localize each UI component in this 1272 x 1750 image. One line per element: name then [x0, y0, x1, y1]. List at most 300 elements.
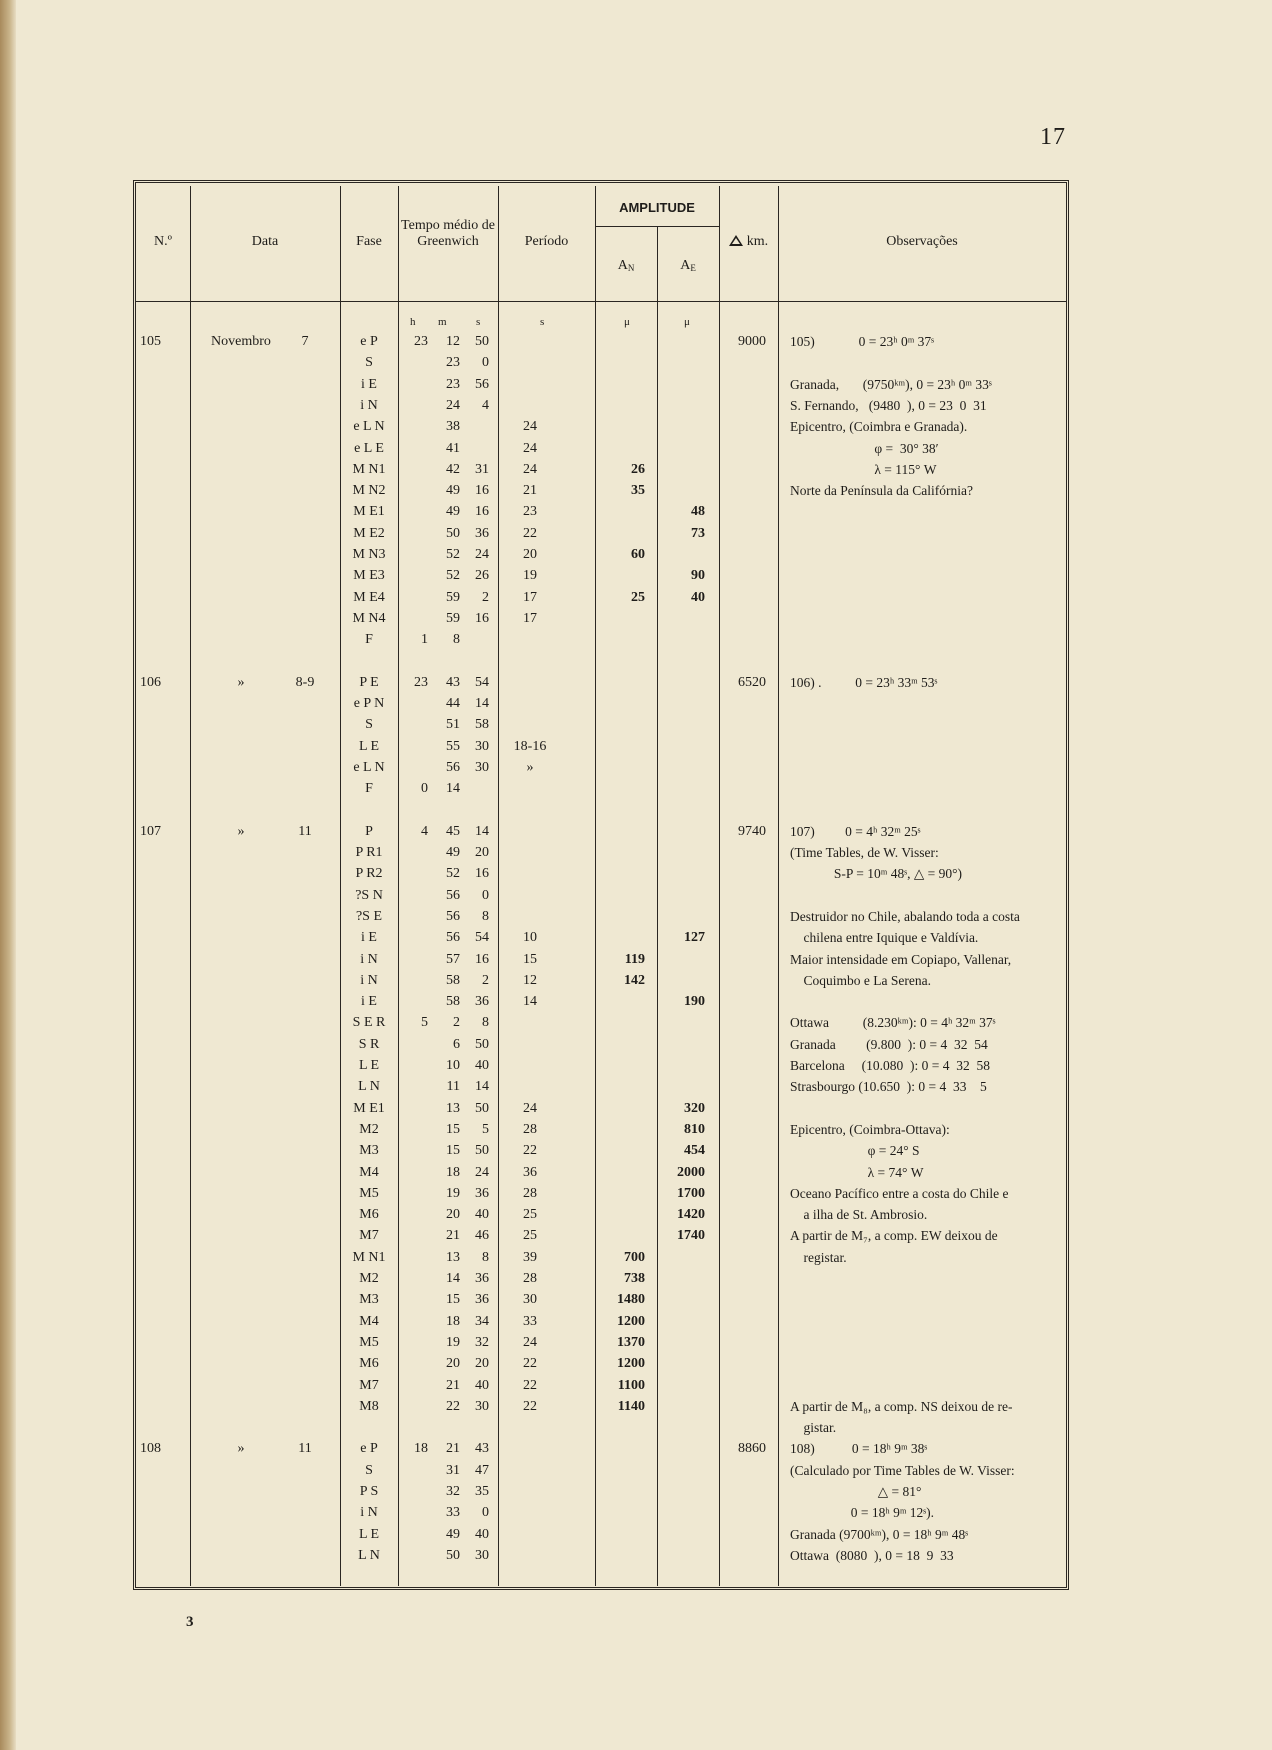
amplitude-e: 1700 — [677, 1185, 705, 1201]
column-divider — [498, 186, 499, 1586]
observation-line: Strasbourgo (10.650 ): 0 = 4 33 5 — [790, 1079, 987, 1095]
phase-code: L N — [358, 1079, 380, 1095]
amplitude-e: 40 — [691, 589, 705, 605]
entry-number: 105 — [140, 334, 161, 349]
time-seconds: 36 — [475, 994, 489, 1010]
amplitude-e: 190 — [684, 994, 705, 1010]
phase-code: M4 — [359, 1164, 379, 1180]
time-minutes: 43 — [446, 674, 460, 690]
phase-code: M6 — [359, 1207, 379, 1223]
time-minutes: 21 — [446, 1228, 460, 1244]
amplitude-n: 1480 — [617, 1292, 645, 1308]
period-value: 33 — [523, 1313, 537, 1329]
time-seconds: 30 — [475, 738, 489, 754]
phase-code: M8 — [359, 1398, 379, 1414]
time-minutes: 55 — [446, 738, 460, 754]
observation-line: Maior intensidade em Copiapo, Vallenar, — [790, 951, 1012, 967]
phase-code: S — [365, 1462, 373, 1478]
distance-km: 9000 — [738, 334, 766, 349]
time-minutes: 56 — [446, 759, 460, 775]
time-seconds: 20 — [475, 845, 489, 860]
distance-km: 6520 — [738, 674, 766, 690]
time-seconds: 14 — [475, 696, 489, 711]
header-observations: Observações — [886, 234, 958, 249]
observation-line: λ = 74° W — [790, 1164, 924, 1180]
phase-code: M7 — [359, 1377, 379, 1393]
phase-code: P — [365, 823, 373, 839]
time-seconds: 16 — [475, 483, 489, 499]
phase-code: L E — [358, 1526, 380, 1542]
period-value: 25 — [523, 1228, 537, 1244]
column-divider — [398, 186, 399, 1586]
entry-day: 7 — [301, 334, 309, 349]
phase-code: i N — [360, 972, 378, 988]
observation-line: 108) 0 = 18ʰ 9ᵐ 38ˢ — [790, 1441, 928, 1457]
phase-code: S E R — [352, 1015, 386, 1031]
phase-code: ?S N — [355, 887, 383, 903]
amplitude-n: 738 — [624, 1271, 645, 1286]
amplitude-e: 320 — [684, 1100, 705, 1116]
time-seconds: 4 — [482, 397, 489, 413]
entry-month: » — [237, 1441, 245, 1457]
period-value: 22 — [523, 1398, 537, 1414]
time-seconds: 40 — [475, 1526, 489, 1542]
amplitude-n: 119 — [624, 951, 645, 967]
time-minutes: 58 — [446, 972, 460, 988]
amplitude-e: 2000 — [677, 1164, 705, 1180]
observation-line: Ottawa (8080 ), 0 = 18 9 33 — [790, 1547, 954, 1563]
phase-code: i N — [360, 951, 378, 967]
entry-number: 107 — [140, 823, 161, 839]
period-value: 28 — [523, 1271, 537, 1286]
phase-code: M E1 — [353, 504, 385, 520]
amplitude-e: 90 — [691, 568, 705, 584]
phase-code: M3 — [359, 1292, 379, 1308]
time-minutes: 15 — [446, 1292, 460, 1308]
period-value: 21 — [523, 483, 537, 499]
period-value: 39 — [523, 1249, 537, 1265]
observation-line: Oceano Pacífico entre a costa do Chile e — [790, 1185, 1009, 1201]
phase-code: M4 — [359, 1313, 379, 1329]
unit-seconds: s — [476, 316, 481, 328]
period-value: 25 — [523, 1207, 537, 1223]
phase-code: M N3 — [352, 547, 386, 562]
time-seconds: 0 — [482, 887, 489, 903]
period-value: 17 — [523, 610, 537, 626]
time-seconds: 26 — [475, 568, 489, 584]
phase-code: M2 — [359, 1121, 379, 1137]
time-minutes: 20 — [446, 1356, 460, 1372]
time-minutes: 12 — [446, 334, 460, 349]
time-seconds: 54 — [475, 930, 489, 946]
column-divider — [595, 186, 596, 1586]
time-minutes: 49 — [446, 504, 460, 520]
time-minutes: 15 — [446, 1121, 460, 1137]
time-seconds: 30 — [475, 1398, 489, 1414]
period-value: 22 — [523, 1356, 537, 1372]
time-hours: 0 — [421, 781, 428, 797]
header-phase: Fase — [356, 234, 382, 249]
phase-code: P R2 — [355, 866, 383, 882]
phase-code: e L N — [353, 419, 385, 435]
header-time: Tempo médio de Greenwich — [401, 218, 495, 249]
phase-code: S — [365, 717, 373, 733]
period-value: 24 — [523, 419, 537, 435]
time-seconds: 16 — [475, 866, 489, 882]
entry-day: 8-9 — [295, 674, 315, 690]
observation-line: S-P = 10ᵐ 48ˢ, △ = 90°) — [790, 866, 962, 882]
time-seconds: 40 — [475, 1058, 489, 1073]
amplitude-e: 1420 — [677, 1207, 705, 1223]
observation-line: 0 = 18ʰ 9ᵐ 12ˢ). — [790, 1505, 935, 1521]
time-minutes: 41 — [446, 440, 460, 456]
column-divider — [340, 186, 341, 1586]
time-minutes: 56 — [446, 930, 460, 946]
period-value: » — [526, 759, 534, 775]
time-hours: 18 — [414, 1441, 428, 1457]
time-seconds: 31 — [475, 461, 489, 477]
column-divider — [190, 186, 191, 1586]
period-value: 15 — [523, 951, 537, 967]
observation-line: φ = 30° 38′ — [790, 440, 939, 456]
observation-line: 106) . 0 = 23ʰ 33ᵐ 53ˢ — [790, 674, 938, 690]
time-minutes: 21 — [446, 1377, 460, 1393]
time-seconds: 50 — [475, 334, 489, 349]
page-number: 17 — [1040, 124, 1066, 150]
time-hours: 23 — [414, 674, 428, 690]
time-minutes: 56 — [446, 887, 460, 903]
phase-code: M3 — [359, 1143, 379, 1159]
time-seconds: 5 — [482, 1121, 489, 1137]
column-divider — [719, 186, 720, 1586]
time-seconds: 58 — [475, 717, 489, 733]
observation-line: Norte da Península da Califórnia? — [790, 483, 973, 499]
time-minutes: 10 — [446, 1058, 460, 1073]
time-minutes: 52 — [446, 866, 460, 882]
amplitude-e: 454 — [684, 1143, 705, 1159]
amplitude-n: 35 — [631, 483, 645, 499]
amplitude-e: 1740 — [677, 1228, 705, 1244]
amplitude-e: 810 — [684, 1121, 705, 1137]
observation-line: Epicentro, (Coimbra-Ottava): — [790, 1121, 950, 1137]
entry-number: 106 — [140, 674, 161, 690]
phase-code: i E — [361, 376, 377, 392]
time-seconds: 40 — [475, 1207, 489, 1223]
time-hours: 23 — [414, 334, 428, 349]
time-seconds: 36 — [475, 1185, 489, 1201]
period-value: 30 — [523, 1292, 537, 1308]
period-value: 17 — [523, 589, 537, 605]
time-minutes: 33 — [446, 1505, 460, 1521]
time-minutes: 57 — [446, 951, 460, 967]
phase-code: M N2 — [352, 483, 386, 499]
header-no: N.º — [154, 234, 172, 249]
phase-code: M7 — [359, 1228, 379, 1244]
amplitude-e: 73 — [691, 525, 705, 541]
time-minutes: 44 — [446, 696, 460, 711]
period-value: 24 — [523, 1100, 537, 1116]
phase-code: M E2 — [353, 525, 385, 541]
phase-code: e L E — [354, 440, 384, 456]
period-value: 36 — [523, 1164, 537, 1180]
unit-minutes: m — [438, 316, 447, 328]
triangle-delta-icon — [729, 235, 743, 246]
time-minutes: 19 — [446, 1185, 460, 1201]
amplitude-e: 127 — [684, 930, 705, 946]
time-seconds: 0 — [482, 355, 489, 371]
amplitude-n: 26 — [631, 461, 645, 477]
distance-km: 8860 — [738, 1441, 766, 1457]
time-minutes: 14 — [446, 1271, 460, 1286]
phase-code: M E4 — [353, 589, 385, 605]
time-seconds: 30 — [475, 759, 489, 775]
time-minutes: 32 — [446, 1483, 460, 1499]
time-minutes: 21 — [446, 1441, 460, 1457]
amplitude-n: 1140 — [617, 1398, 645, 1414]
time-seconds: 50 — [475, 1036, 489, 1052]
phase-code: M N4 — [352, 610, 386, 626]
phase-code: M6 — [359, 1356, 379, 1372]
observation-line: registar. — [790, 1249, 847, 1265]
time-seconds: 24 — [475, 1164, 489, 1180]
time-seconds: 50 — [475, 1143, 489, 1159]
phase-code: M N1 — [352, 461, 386, 477]
phase-code: M N1 — [352, 1249, 386, 1265]
observation-line: (Calculado por Time Tables de W. Visser: — [790, 1462, 1015, 1478]
phase-code: e P — [360, 334, 378, 349]
period-value: 22 — [523, 525, 537, 541]
time-seconds: 40 — [475, 1377, 489, 1393]
period-value: 28 — [523, 1185, 537, 1201]
phase-code: S — [365, 355, 373, 371]
observation-line: A partir de M₇, a comp. EW deixou de — [790, 1228, 998, 1244]
time-seconds: 32 — [475, 1334, 489, 1350]
observation-line: Coquimbo e La Serena. — [790, 972, 931, 988]
column-divider — [657, 226, 658, 1586]
entry-number: 108 — [140, 1441, 161, 1457]
time-seconds: 20 — [475, 1356, 489, 1372]
time-minutes: 31 — [446, 1462, 460, 1478]
header-period: Período — [524, 234, 569, 249]
period-value: 28 — [523, 1121, 537, 1137]
phase-code: S R — [358, 1036, 380, 1052]
phase-code: i E — [361, 930, 377, 946]
time-seconds: 2 — [482, 589, 489, 605]
phase-code: L E — [358, 1058, 380, 1073]
period-value: 19 — [523, 568, 537, 584]
amplitude-n: 25 — [631, 589, 645, 605]
observation-line: S. Fernando, (9480 ), 0 = 23 0 31 — [790, 397, 987, 413]
phase-code: M E3 — [353, 568, 385, 584]
time-seconds: 14 — [475, 1079, 489, 1095]
time-minutes: 2 — [453, 1015, 460, 1031]
time-seconds: 36 — [475, 1271, 489, 1286]
time-minutes: 8 — [453, 632, 460, 648]
entry-day: 11 — [298, 1441, 312, 1457]
time-minutes: 59 — [446, 589, 460, 605]
time-minutes: 50 — [446, 525, 460, 541]
phase-code: e P N — [353, 696, 385, 711]
time-minutes: 23 — [446, 376, 460, 392]
phase-code: P E — [359, 674, 379, 690]
phase-code: i N — [360, 1505, 378, 1521]
phase-code: F — [365, 632, 373, 648]
time-seconds: 8 — [482, 908, 489, 924]
observation-line: Destruidor no Chile, abalando toda a costa — [790, 908, 1020, 924]
time-seconds: 16 — [475, 504, 489, 520]
phase-code: ?S E — [355, 908, 383, 924]
phase-code: P S — [359, 1483, 379, 1499]
time-minutes: 20 — [446, 1207, 460, 1223]
time-minutes: 58 — [446, 994, 460, 1010]
period-value: 10 — [523, 930, 537, 946]
time-seconds: 54 — [475, 674, 489, 690]
observation-line: Ottawa (8.230ᵏᵐ): 0 = 4ʰ 32ᵐ 37ˢ — [790, 1015, 996, 1031]
amplitude-n: 142 — [624, 972, 645, 988]
time-minutes: 51 — [446, 717, 460, 733]
time-hours: 4 — [421, 823, 428, 839]
observation-line: Granada (9700ᵏᵐ), 0 = 18ʰ 9ᵐ 48ˢ — [790, 1526, 969, 1542]
time-minutes: 14 — [446, 781, 460, 797]
entry-month: » — [237, 823, 245, 839]
phase-code: P R1 — [355, 845, 383, 860]
time-minutes: 23 — [446, 355, 460, 371]
time-minutes: 52 — [446, 547, 460, 562]
time-minutes: 13 — [446, 1100, 460, 1116]
time-hours: 1 — [421, 632, 428, 648]
observation-line: a ilha de St. Ambrosio. — [790, 1207, 928, 1223]
phase-code: i E — [361, 994, 377, 1010]
header-an: $A_N$ — [617, 258, 635, 273]
time-minutes: 59 — [446, 610, 460, 626]
time-minutes: 38 — [446, 419, 460, 435]
amplitude-n: 700 — [624, 1249, 645, 1265]
entry-month: Novembro — [211, 334, 271, 349]
phase-code: M2 — [359, 1271, 379, 1286]
amplitude-n: 1370 — [617, 1334, 645, 1350]
time-minutes: 50 — [446, 1547, 460, 1563]
observation-line: λ = 115° W — [790, 461, 937, 477]
time-seconds: 47 — [475, 1462, 489, 1478]
period-value: 22 — [523, 1377, 537, 1393]
time-seconds: 0 — [482, 1505, 489, 1521]
signature-mark: 3 — [186, 1614, 194, 1630]
amplitude-n: 60 — [631, 547, 645, 562]
observation-line: (Time Tables, de W. Visser: — [790, 845, 939, 860]
time-hours: 5 — [421, 1015, 428, 1031]
time-seconds: 8 — [482, 1249, 489, 1265]
unit-hours: h — [410, 316, 416, 328]
phase-code: M5 — [359, 1334, 379, 1350]
time-minutes: 49 — [446, 483, 460, 499]
amplitude-n: 1200 — [617, 1356, 645, 1372]
time-seconds: 16 — [475, 610, 489, 626]
entry-month: » — [237, 674, 245, 690]
time-minutes: 18 — [446, 1313, 460, 1329]
unit-period: s — [540, 316, 545, 328]
book-spine — [0, 0, 16, 1750]
period-value: 24 — [523, 461, 537, 477]
time-seconds: 30 — [475, 1547, 489, 1563]
time-seconds: 56 — [475, 376, 489, 392]
time-minutes: 19 — [446, 1334, 460, 1350]
time-seconds: 34 — [475, 1313, 489, 1329]
phase-code: e P — [360, 1441, 378, 1457]
phase-code: F — [365, 781, 373, 797]
observation-line: A partir de M₈, a comp. NS deixou de re- — [790, 1398, 1013, 1414]
header-ae: $A_E$ — [680, 258, 696, 273]
time-seconds: 46 — [475, 1228, 489, 1244]
time-minutes: 56 — [446, 908, 460, 924]
phase-code: i N — [360, 397, 378, 413]
header-amplitude: AMPLITUDE — [619, 200, 695, 215]
time-minutes: 52 — [446, 568, 460, 584]
phase-code: e L N — [353, 759, 385, 775]
unit-mu-e: μ — [684, 316, 690, 328]
time-minutes: 13 — [446, 1249, 460, 1265]
period-value: 22 — [523, 1143, 537, 1159]
observation-line: △ = 81° — [790, 1483, 922, 1499]
header-bottom-rule — [136, 301, 1066, 302]
period-value: 24 — [523, 1334, 537, 1350]
time-seconds: 24 — [475, 547, 489, 562]
time-seconds: 14 — [475, 823, 489, 839]
time-minutes: 6 — [453, 1036, 460, 1052]
observation-line: chilena entre Iquique e Valdívia. — [790, 930, 979, 946]
time-minutes: 42 — [446, 461, 460, 477]
time-seconds: 8 — [482, 1015, 489, 1031]
time-seconds: 50 — [475, 1100, 489, 1116]
observation-line: 107) 0 = 4ʰ 32ᵐ 25ˢ — [790, 823, 921, 839]
period-value: 18-16 — [513, 738, 547, 754]
observation-line: gistar. — [790, 1420, 837, 1436]
header-distance: km. — [719, 234, 778, 250]
amplitude-divider — [595, 226, 719, 227]
time-seconds: 36 — [475, 525, 489, 541]
time-seconds: 36 — [475, 1292, 489, 1308]
period-value: 24 — [523, 440, 537, 456]
amplitude-n: 1100 — [617, 1377, 645, 1393]
period-value: 20 — [523, 547, 537, 562]
period-value: 14 — [523, 994, 537, 1010]
observation-line: Epicentro, (Coimbra e Granada). — [790, 419, 968, 435]
time-minutes: 49 — [446, 1526, 460, 1542]
observation-line: 105) 0 = 23ʰ 0ᵐ 37ˢ — [790, 334, 935, 349]
period-value: 23 — [523, 504, 537, 520]
phase-code: L E — [358, 738, 380, 754]
amplitude-e: 48 — [691, 504, 705, 520]
distance-km: 9740 — [738, 823, 766, 839]
observation-line: φ = 24° S — [790, 1143, 920, 1159]
time-minutes: 22 — [446, 1398, 460, 1414]
time-minutes: 49 — [446, 845, 460, 860]
header-date: Data — [251, 234, 279, 249]
amplitude-n: 1200 — [617, 1313, 645, 1329]
time-minutes: 15 — [446, 1143, 460, 1159]
observation-line: Granada, (9750ᵏᵐ), 0 = 23ʰ 0ᵐ 33ˢ — [790, 376, 992, 392]
phase-code: M5 — [359, 1185, 379, 1201]
column-divider — [778, 186, 779, 1586]
observation-line: Granada (9.800 ): 0 = 4 32 54 — [790, 1036, 988, 1052]
time-minutes: 24 — [446, 397, 460, 413]
time-seconds: 2 — [482, 972, 489, 988]
time-minutes: 18 — [446, 1164, 460, 1180]
time-minutes: 11 — [446, 1079, 460, 1095]
entry-day: 11 — [298, 823, 312, 839]
time-seconds: 43 — [475, 1441, 489, 1457]
unit-mu-n: μ — [624, 316, 630, 328]
phase-code: L N — [358, 1547, 380, 1563]
